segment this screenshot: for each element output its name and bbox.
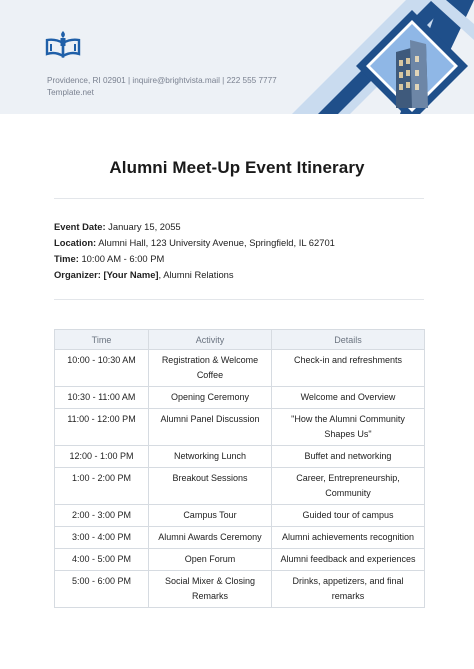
details-cell: "How the Alumni Community Shapes Us" bbox=[272, 409, 425, 446]
time-cell: 4:00 - 5:00 PM bbox=[55, 549, 149, 571]
activity-cell: Breakout Sessions bbox=[149, 468, 272, 505]
table-row bbox=[55, 468, 425, 505]
time-cell: 2:00 - 3:00 PM bbox=[55, 505, 149, 527]
website-line: Template.net bbox=[47, 88, 94, 97]
details-cell: Career, Entrepreneurship, Community bbox=[272, 468, 425, 505]
event-info bbox=[54, 219, 335, 283]
table-row bbox=[55, 350, 425, 387]
time-cell: 12:00 - 1:00 PM bbox=[55, 446, 149, 468]
table-row bbox=[55, 527, 425, 549]
time-cell: 1:00 - 2:00 PM bbox=[55, 468, 149, 505]
contact-line: Providence, RI 02901 | inquire@brightvista.mail | 222 555 7777 bbox=[47, 76, 277, 85]
details-cell: Welcome and Overview bbox=[272, 387, 425, 409]
time-cell: 11:00 - 12:00 PM bbox=[55, 409, 149, 446]
details-cell: Alumni feedback and experiences bbox=[272, 549, 425, 571]
table-row bbox=[55, 571, 425, 608]
table-header-row bbox=[55, 330, 425, 350]
details-cell: Guided tour of campus bbox=[272, 505, 425, 527]
activity-cell: Networking Lunch bbox=[149, 446, 272, 468]
details-cell: Alumni achievements recognition bbox=[272, 527, 425, 549]
column-header-details: Details bbox=[272, 330, 425, 350]
time-cell: 5:00 - 6:00 PM bbox=[55, 571, 149, 608]
activity-cell: Registration & Welcome Coffee bbox=[149, 350, 272, 387]
table-row bbox=[55, 409, 425, 446]
table-row bbox=[55, 446, 425, 468]
event-date: Event Date: January 15, 2055 bbox=[54, 221, 181, 232]
page-title: Alumni Meet-Up Event Itinerary bbox=[109, 158, 365, 177]
divider bbox=[54, 299, 424, 300]
header-decoration bbox=[0, 0, 474, 114]
column-header-time: Time bbox=[55, 330, 149, 350]
table-row bbox=[55, 505, 425, 527]
activity-cell: Social Mixer & Closing Remarks bbox=[149, 571, 272, 608]
details-cell: Check-in and refreshments bbox=[272, 350, 425, 387]
activity-cell: Open Forum bbox=[149, 549, 272, 571]
activity-cell: Campus Tour bbox=[149, 505, 272, 527]
time-cell: 10:30 - 11:00 AM bbox=[55, 387, 149, 409]
event-time: Time: 10:00 AM - 6:00 PM bbox=[54, 253, 165, 264]
table-row bbox=[55, 387, 425, 409]
time-cell: 10:00 - 10:30 AM bbox=[55, 350, 149, 387]
activity-cell: Alumni Panel Discussion bbox=[149, 409, 272, 446]
document-header bbox=[0, 0, 474, 114]
time-cell: 3:00 - 4:00 PM bbox=[55, 527, 149, 549]
activity-cell: Alumni Awards Ceremony bbox=[149, 527, 272, 549]
itinerary-table bbox=[54, 329, 425, 608]
divider bbox=[54, 198, 424, 199]
details-cell: Buffet and networking bbox=[272, 446, 425, 468]
column-header-activity: Activity bbox=[149, 330, 272, 350]
event-location: Location: Alumni Hall, 123 University Avenue, Springfield, IL 62701 bbox=[54, 237, 335, 248]
event-organizer: Organizer: [Your Name], Alumni Relations bbox=[54, 269, 234, 280]
activity-cell: Opening Ceremony bbox=[149, 387, 272, 409]
details-cell: Drinks, appetizers, and final remarks bbox=[272, 571, 425, 608]
table-row bbox=[55, 549, 425, 571]
